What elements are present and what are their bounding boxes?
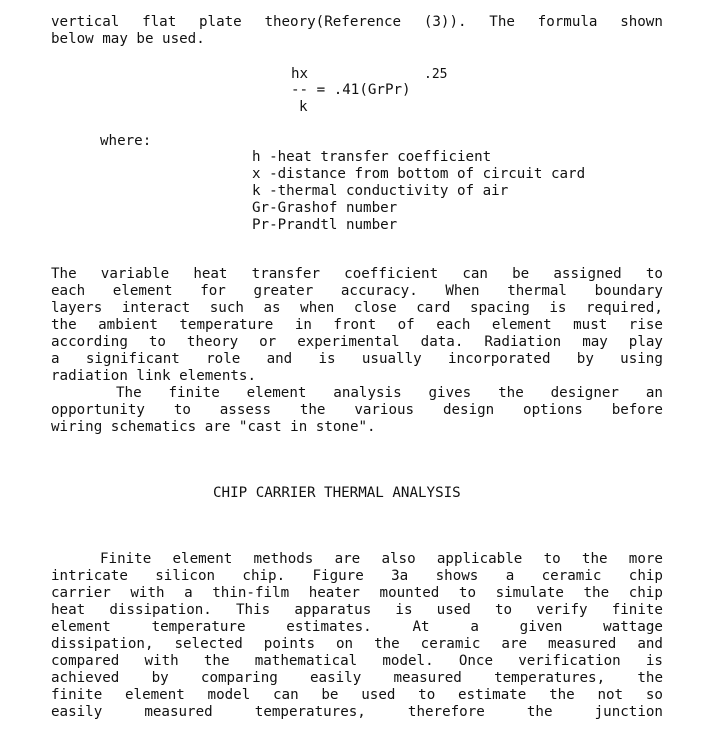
paragraph-line [51, 687, 663, 704]
word: to [458, 585, 476, 601]
paragraph-line [51, 704, 663, 721]
word: in [294, 317, 312, 333]
paragraph-line [51, 619, 663, 636]
word: At [412, 619, 430, 635]
word: measured [393, 670, 462, 686]
intro-line-2: below may be used. [51, 31, 205, 47]
word: a [51, 351, 60, 367]
word: close [353, 300, 397, 316]
word: variable [100, 266, 170, 282]
word: finite [51, 687, 103, 703]
definition-item: k -thermal conductivity of air [252, 183, 509, 199]
paragraph-line [51, 670, 663, 687]
word: comparing [200, 670, 278, 686]
word: is [395, 602, 413, 618]
word: verification [518, 653, 621, 669]
word: vertical [51, 14, 120, 30]
word: interact [121, 300, 191, 316]
word: must [573, 317, 608, 333]
word: points [263, 636, 316, 652]
word: The [116, 385, 142, 401]
word: shows [435, 568, 479, 584]
word: be [321, 687, 339, 703]
word: (3)). [423, 14, 467, 30]
paragraph-line [51, 568, 663, 585]
word: layers [51, 300, 103, 316]
paragraph-line [51, 653, 663, 670]
word: the [51, 317, 77, 333]
word: boundary [594, 283, 663, 299]
word: This [236, 602, 271, 618]
word: temperatures, [254, 704, 366, 720]
word: the [299, 402, 326, 418]
word: the [581, 551, 608, 567]
word: of [397, 317, 415, 333]
word: shown [620, 14, 663, 30]
word: thin-film [212, 585, 290, 601]
word: a [470, 619, 479, 635]
word: used [361, 687, 396, 703]
section-heading: CHIP CARRIER THERMAL ANALYSIS [213, 485, 461, 501]
word: transfer [251, 266, 320, 282]
word: achieved [51, 670, 120, 686]
word: assess [219, 402, 271, 418]
paragraph-line: wiring schematics are "cast in stone". [51, 419, 376, 435]
word: with [144, 653, 179, 669]
word: the [498, 385, 524, 401]
word: using [620, 351, 663, 367]
word: experimental [297, 334, 400, 350]
word: element [491, 317, 552, 333]
word: front [333, 317, 377, 333]
word: each [436, 317, 471, 333]
word: incorporated [447, 351, 551, 367]
word: more [628, 551, 663, 567]
word: temperature [151, 619, 246, 635]
word: card [416, 300, 451, 316]
word: Once [458, 653, 493, 669]
definition-item: Gr-Grashof number [252, 200, 398, 216]
word: not [597, 687, 624, 703]
word: assigned [553, 266, 622, 282]
word: element [51, 619, 111, 635]
word: plate [198, 14, 242, 30]
word: the [526, 704, 553, 720]
word: mathematical [254, 653, 358, 669]
word: measured [144, 704, 213, 720]
word: each [51, 283, 86, 299]
word: greater [253, 283, 314, 299]
word: given [519, 619, 563, 635]
word: for [200, 283, 226, 299]
paragraph-line [100, 551, 663, 568]
word: easily [51, 704, 103, 720]
word: ambient [98, 317, 158, 333]
word: Finite [100, 551, 152, 567]
paragraph-line [51, 402, 663, 419]
paragraph-line [51, 300, 663, 317]
word: simulate [495, 585, 564, 601]
word: used [436, 602, 471, 618]
word: ceramic [420, 636, 481, 652]
word: gives [428, 385, 472, 401]
word: the [637, 670, 663, 686]
word: usually [361, 351, 422, 367]
word: heater [308, 585, 360, 601]
word: the [583, 585, 610, 601]
word: chip [628, 568, 663, 584]
word: chip. [242, 568, 286, 584]
paragraph-line [51, 334, 663, 351]
word: such [209, 300, 244, 316]
word: required, [586, 300, 663, 316]
word: a [184, 585, 193, 601]
word: element [246, 385, 307, 401]
paragraph-line [51, 636, 663, 653]
word: carrier [51, 585, 111, 601]
word: is [549, 300, 567, 316]
word: model [207, 687, 251, 703]
paragraph-line [51, 602, 663, 619]
word: significant [85, 351, 180, 367]
word: methods [253, 551, 314, 567]
word: options [523, 402, 583, 418]
word: can [462, 266, 488, 282]
word: design [442, 402, 495, 418]
word: formula [537, 14, 598, 30]
word: to [173, 402, 191, 418]
word: accuracy. [340, 283, 418, 299]
word: thermal [507, 283, 567, 299]
word: therefore [407, 704, 485, 720]
word: various [354, 402, 415, 418]
word: temperatures, [494, 670, 606, 686]
word: by [151, 670, 169, 686]
word: designer [550, 385, 619, 401]
word: wattage [603, 619, 663, 635]
word: heat [193, 266, 228, 282]
word: on [336, 636, 354, 652]
word: spacing [469, 300, 530, 316]
word: with [130, 585, 165, 601]
word: an [645, 385, 663, 401]
definition-item: x -distance from bottom of circuit card [252, 166, 586, 182]
word: The [489, 14, 515, 30]
word: according [51, 334, 128, 350]
formula-denominator: k [299, 99, 308, 115]
word: Figure [312, 568, 364, 584]
formula-numerator: hx [291, 66, 309, 82]
word: 3a [391, 568, 409, 584]
word: flat [142, 14, 177, 30]
word: mounted [379, 585, 440, 601]
word: estimates. [286, 619, 372, 635]
word: intricate [51, 568, 128, 584]
word: to [148, 334, 166, 350]
intro-line-1 [51, 14, 663, 31]
word: to [543, 551, 561, 567]
word: selected [174, 636, 243, 652]
word: apparatus [294, 602, 372, 618]
word: element [172, 551, 233, 567]
formula-equation: -- = .41(GrPr) [291, 82, 411, 98]
word: the [374, 636, 400, 652]
word: easily [310, 670, 362, 686]
word: theory [186, 334, 239, 350]
word: finite [168, 385, 220, 401]
paragraph-line [51, 317, 663, 334]
word: a [505, 568, 515, 584]
word: be [512, 266, 530, 282]
word: When [445, 283, 480, 299]
paragraph-line: radiation link elements. [51, 368, 256, 384]
where-label: where: [100, 133, 152, 149]
word: model. [382, 653, 434, 669]
word: analysis [333, 385, 402, 401]
paragraph-line [116, 385, 663, 402]
word: verify [536, 602, 588, 618]
word: when [300, 300, 335, 316]
word: measured [548, 636, 617, 652]
definition-item: h -heat transfer coefficient [252, 149, 492, 165]
word: so [645, 687, 663, 703]
word: play [628, 334, 663, 350]
word: are [334, 551, 361, 567]
word: and [266, 351, 293, 367]
word: finite [611, 602, 663, 618]
word: the [203, 653, 230, 669]
word: dissipation. [109, 602, 212, 618]
word: silicon [155, 568, 216, 584]
definition-item: Pr-Prandtl number [252, 217, 398, 233]
word: may [582, 334, 608, 350]
word: the [549, 687, 575, 703]
word: is [645, 653, 663, 669]
word: as [263, 300, 281, 316]
word: element [112, 283, 173, 299]
word: applicable [436, 551, 523, 567]
word: estimate [458, 687, 527, 703]
word: junction [594, 704, 663, 720]
word: opportunity [51, 402, 145, 418]
word: rise [628, 317, 663, 333]
paragraph-line [51, 351, 663, 368]
word: is [318, 351, 336, 367]
word: role [206, 351, 241, 367]
word: are [501, 636, 528, 652]
word: dissipation, [51, 636, 154, 652]
word: ceramic [541, 568, 602, 584]
word: also [381, 551, 416, 567]
paragraph-line [51, 283, 663, 300]
word: chip [628, 585, 663, 601]
formula-exponent: .25 [424, 67, 448, 82]
word: heat [51, 602, 86, 618]
word: by [576, 351, 594, 367]
word: theory(Reference [264, 14, 402, 30]
word: coefficient [344, 266, 439, 282]
word: or [259, 334, 277, 350]
word: compared [51, 653, 120, 669]
paragraph-line [51, 585, 663, 602]
word: and [637, 636, 663, 652]
word: to [495, 602, 513, 618]
word: element [125, 687, 185, 703]
word: data. [420, 334, 464, 350]
word: to [418, 687, 436, 703]
word: Radiation [484, 334, 562, 350]
word: before [611, 402, 663, 418]
word: can [273, 687, 299, 703]
word: The [51, 266, 77, 282]
word: temperature [179, 317, 274, 333]
word: to [645, 266, 663, 282]
paragraph-line [51, 266, 663, 283]
